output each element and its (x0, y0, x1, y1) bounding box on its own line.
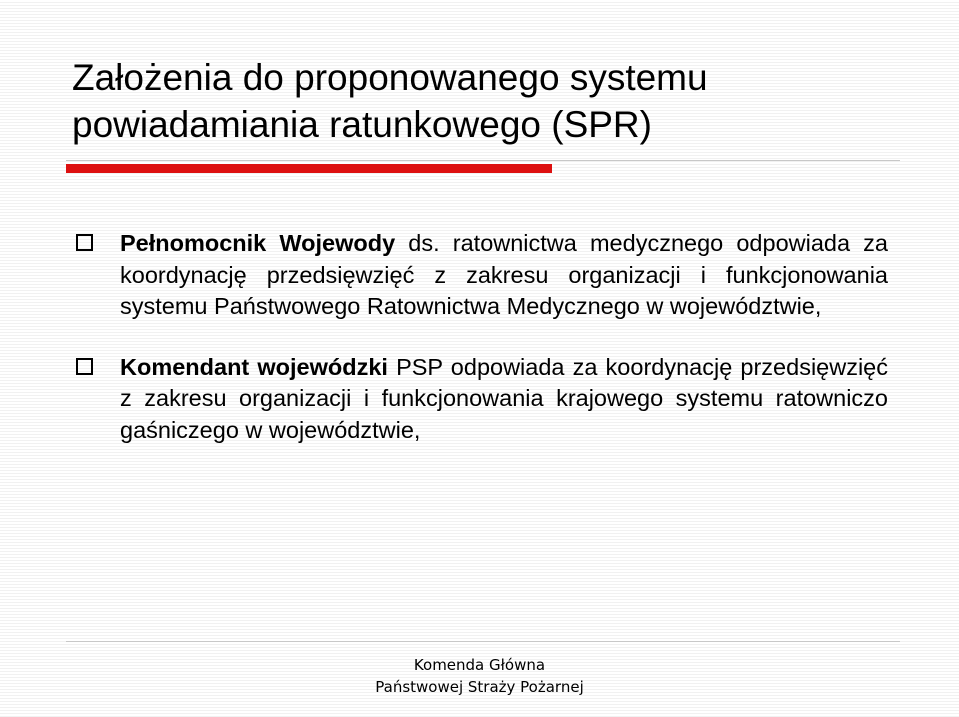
bullet-text-plenipotentiary: ds. ratownictwa medycznego odpowiada za koordynację przedsięwzięć z zakresu organizacji i funkcjonowania systemu Państwowego Ratownictwa Medycznego w województwie, (120, 230, 888, 319)
footer-line-service: Państwowej Straży Pożarnej (375, 678, 584, 696)
hollow-square-bullet-icon (76, 358, 93, 375)
footer (300, 654, 659, 698)
bullet-text-commander: PSP odpowiada za koordynację przedsięwzięć z zakresu organizacji i funkcjonowania krajowego systemu ratowniczo gaśniczego w województwie, (120, 353, 888, 443)
bullet-item-plenipotentiary (72, 228, 888, 323)
bullet-list (72, 228, 888, 475)
bullet-lead-plenipotentiary: Pełnomocnik Wojewody (120, 230, 396, 256)
bullet-lead-commander: Komendant wojewódzki (120, 353, 388, 380)
footer-divider (66, 641, 900, 642)
footer-line-organization: Komenda Główna (413, 656, 546, 674)
slide-title: Założenia do proponowanego systemu powiadamiania ratunkowego (SPR) (72, 57, 708, 145)
title-accent-bar (66, 164, 552, 173)
hollow-square-bullet-icon (76, 234, 93, 251)
title-divider (66, 160, 900, 161)
bullet-item-commander (72, 352, 888, 447)
